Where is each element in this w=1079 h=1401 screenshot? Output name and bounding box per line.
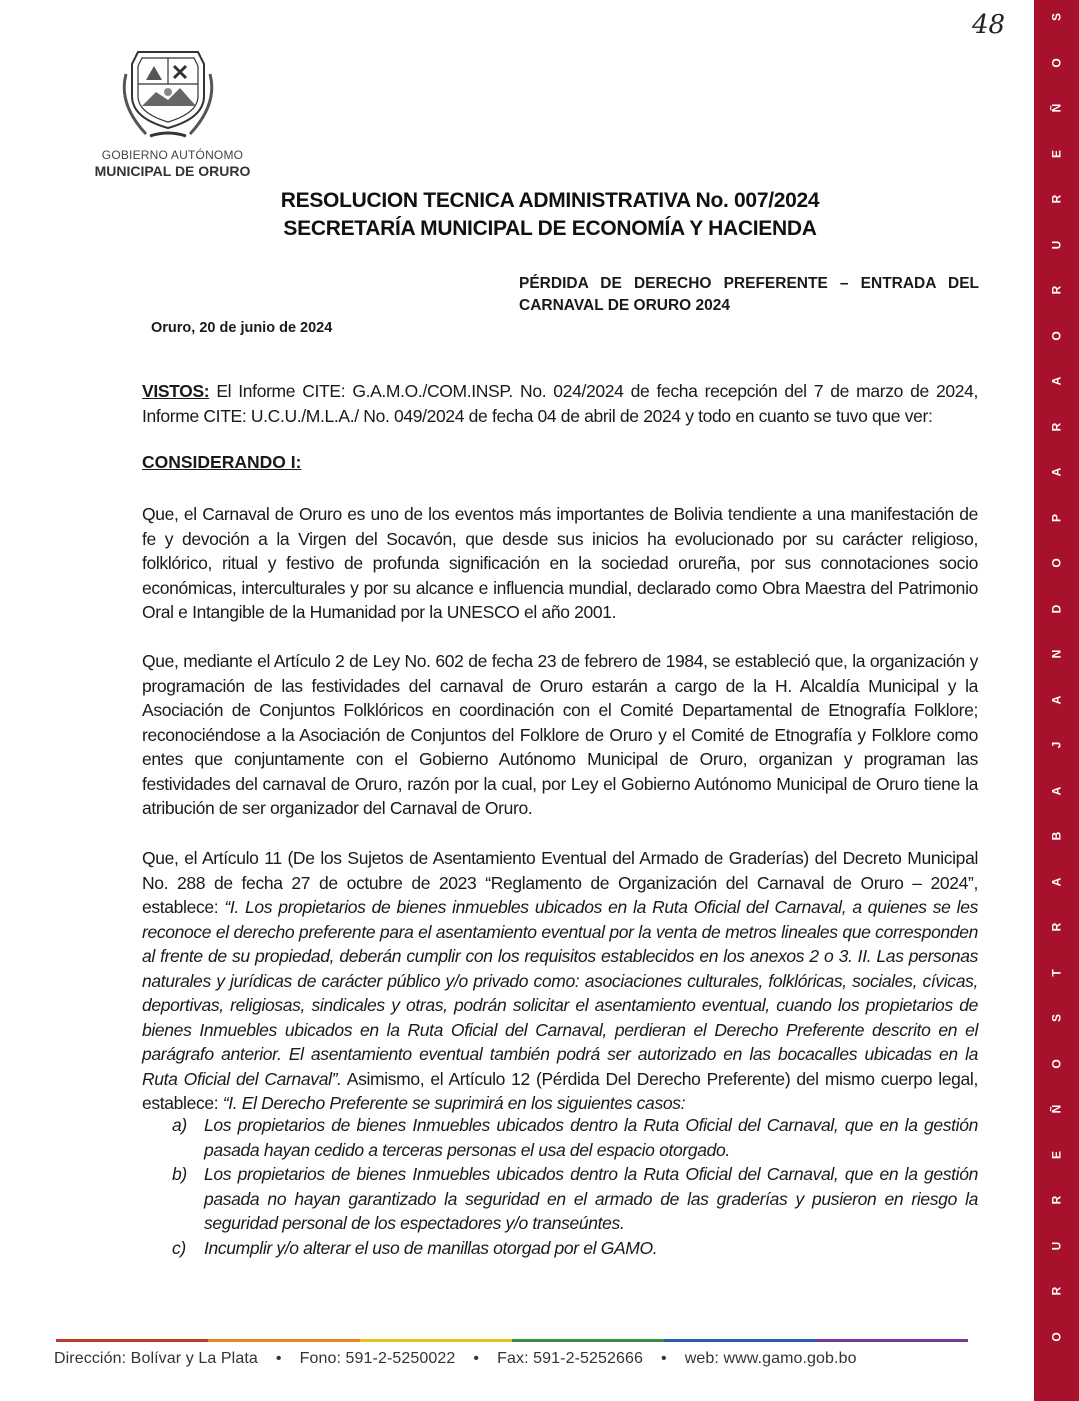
resolution-title: RESOLUCION TECNICA ADMINISTRATIVA No. 007/2024 bbox=[280, 189, 820, 212]
side-band-letter: A bbox=[1049, 786, 1064, 795]
list-item-marker: a) bbox=[172, 1115, 187, 1135]
side-band-letter: T bbox=[1049, 968, 1064, 977]
footer-color-line bbox=[56, 1339, 968, 1342]
list-item-marker: c) bbox=[172, 1237, 186, 1258]
footer-contact: Dirección: Bolívar y La Plata • Fono: 591-2-5250022 • Fax: 591-2-5252666 • web: www.gamo.gob.bo bbox=[54, 1350, 857, 1367]
side-band-letter: R bbox=[1049, 1195, 1064, 1205]
paragraph-1: Que, el Carnaval de Oruro es uno de los eventos más importantes de Bolivia tendiente a una manifestación de fe y devoción a la Virgen del Socavón, que desde sus inicios ha evolucionado por su carácter religioso, folklórico, ritual y festivo de profunda significación en la sociedad orureña, por sus connotaciones socio económicas, interculturales y por su alcance e influencia mundial, declarado como Obra Maestra del Patrimonio Oral e Intangible de la Humanidad por la UNESCO el año 2001. bbox=[142, 504, 978, 622]
paragraph-3-intro: Que, el Artículo 11 (De los Sujetos de Asentamiento Eventual del Armado de Graderías) del Decreto Municipal No. 288 de fecha 27 de octubre de 2023 “Reglamento de Organización del Carnaval de Oruro – 2024”, establece: bbox=[142, 848, 978, 917]
list-item-text: Incumplir y/o alterar el uso de manillas otorgad por el GAMO. bbox=[204, 1237, 658, 1258]
page-number: 48 bbox=[972, 10, 1006, 40]
side-band-letter: S bbox=[1049, 13, 1064, 22]
side-band-letter: A bbox=[1049, 695, 1064, 704]
paragraph-3-middle: Asimismo, el Artículo 12 (Pérdida Del Derecho Preferente) del mismo cuerpo legal, establece: bbox=[142, 1068, 978, 1113]
footer-phone: Fono: 591-2-5250022 bbox=[299, 1350, 456, 1367]
side-band-letter: R bbox=[1049, 1286, 1064, 1296]
footer-web: web: www.gamo.gob.bo bbox=[684, 1350, 857, 1367]
side-band-letter: B bbox=[1049, 831, 1064, 841]
vistos-text: El Informe CITE: G.A.M.O./COM.INSP. No. 024/2024 de fecha recepción del 7 de marzo de 2024, Informe CITE: U.C.U./M.L.A./ No. 049/2024 de fecha 04 de abril de 2024 y todo en cuanto se tuvo que ver: bbox=[142, 381, 978, 426]
secretariat-title: SECRETARÍA MUNICIPAL DE ECONOMÍA Y HACIENDA bbox=[283, 217, 817, 240]
paragraph-3-quote-art12: “I. El Derecho Preferente se suprimirá en los siguientes casos: bbox=[222, 1093, 686, 1113]
side-band-letter: D bbox=[1049, 604, 1064, 613]
side-band-letter: Ñ bbox=[1049, 1104, 1064, 1114]
side-band-letter: U bbox=[1049, 1241, 1064, 1250]
list-item bbox=[172, 1113, 978, 1162]
side-band-letter: R bbox=[1049, 194, 1064, 204]
org-name-line1: GOBIERNO AUTÓNOMO bbox=[101, 148, 244, 162]
list-item-marker: b) bbox=[172, 1164, 187, 1184]
side-band-letter: E bbox=[1049, 1150, 1064, 1159]
side-band-letter: A bbox=[1049, 376, 1064, 386]
subject-reference: PÉRDIDA DE DERECHO PREFERENTE – ENTRADA DEL CARNAVAL DE ORURO 2024 bbox=[519, 275, 979, 314]
org-name-line2: MUNICIPAL DE ORURO bbox=[94, 163, 251, 179]
side-band-letter: N bbox=[1049, 649, 1064, 659]
side-band-letter: P bbox=[1049, 513, 1064, 522]
side-band-letter: E bbox=[1049, 149, 1064, 158]
side-band-letter: A bbox=[1049, 877, 1064, 886]
side-band-letter: R bbox=[1049, 922, 1064, 932]
document-date: Oruro, 20 de junio de 2024 bbox=[151, 320, 333, 336]
footer-address: Dirección: Bolívar y La Plata bbox=[54, 1350, 258, 1367]
side-band-letter: O bbox=[1049, 57, 1064, 68]
side-band-letter: R bbox=[1049, 285, 1064, 295]
side-band-letter: Ñ bbox=[1049, 103, 1064, 113]
list-item bbox=[172, 1236, 978, 1261]
paragraph-2: Que, mediante el Artículo 2 de Ley No. 602 de fecha 23 de febrero de 1984, se estableció que, la organización y programación de las festividades del carnaval de Oruro estarán a cargo de la H. Alcaldía Municipal y la Asociación de Conjuntos Folklóricos en coordinación con el Comité Departamental de Etnografía Folklore; reconociéndose a la Asociación de Conjuntos del Folklore de Oruro y el Comité de Etnografía y Folklore como entes que conjuntamente con el Gobierno Autónomo Municipal de Oruro, organizan y programan las festividades del carnaval de Oruro, razón por la cual, por Ley el Gobierno Autónomo Municipal de Oruro tiene la atribución de ser organizador del Carnaval de Oruro. bbox=[142, 651, 978, 818]
paragraph-3-quote-art11: “I. Los propietarios de bienes inmuebles ubicados en la Ruta Oficial del Carnaval, a quienes se les reconoce el derecho preferente para el asentamiento eventual por la venta de metros lineales que corresponden al frente de su propiedad, deberán cumplir con los requisitos establecidos en los anexos 2 o 3. II. Las personas naturales y jurídicas de carácter público y/o privado como: asociaciones culturales, folklóricas, sociales, cívicas, deportivas, religiosas, sindicales y otras, podrán solicitar el asentamiento eventual, cuando los propietarios de bienes Inmuebles ubicados en la Ruta Oficial del Carnaval, perdieran el Derecho Preferente descrito en el parágrafo anterior. El asentamiento eventual también podrá ser autorizado en las bocacalles ubicadas en la Ruta Oficial del Carnaval”. bbox=[142, 897, 978, 1089]
side-band-letter: R bbox=[1049, 422, 1064, 431]
side-band-letter: O bbox=[1049, 558, 1064, 568]
cases-list bbox=[172, 1113, 978, 1260]
coat-of-arms-logo bbox=[116, 44, 220, 144]
vistos-label: VISTOS: bbox=[142, 381, 210, 401]
side-band-letter: O bbox=[1049, 330, 1064, 341]
side-band-letter: O bbox=[1049, 1058, 1064, 1069]
vistos-paragraph bbox=[142, 379, 978, 428]
side-band-letter: J bbox=[1049, 741, 1064, 749]
footer-fax: Fax: 591-2-5252666 bbox=[497, 1350, 644, 1367]
side-band-letter: U bbox=[1049, 240, 1064, 249]
side-band bbox=[1034, 0, 1079, 1401]
considerando-heading: CONSIDERANDO I: bbox=[142, 452, 302, 472]
side-band-letter: O bbox=[1049, 1331, 1064, 1342]
paragraph-3 bbox=[142, 846, 978, 1116]
side-band-letter: S bbox=[1049, 1014, 1064, 1023]
list-item-text: Los propietarios de bienes Inmuebles ubicados dentro la Ruta Oficial del Carnaval, que en la gestión pasada hayan cedido a terceras personas el usa del espacio otorgado. bbox=[204, 1115, 978, 1160]
side-band-letter: A bbox=[1049, 467, 1064, 477]
list-item-text: Los propietarios de bienes Inmuebles ubicados dentro la Ruta Oficial del Carnaval, que en la gestión pasada no hayan garantizado la seguridad en el armado de las graderías y pusieron en riesgo la seguridad personal de los espectadores y/o transeúntes. bbox=[204, 1164, 978, 1233]
list-item bbox=[172, 1162, 978, 1236]
